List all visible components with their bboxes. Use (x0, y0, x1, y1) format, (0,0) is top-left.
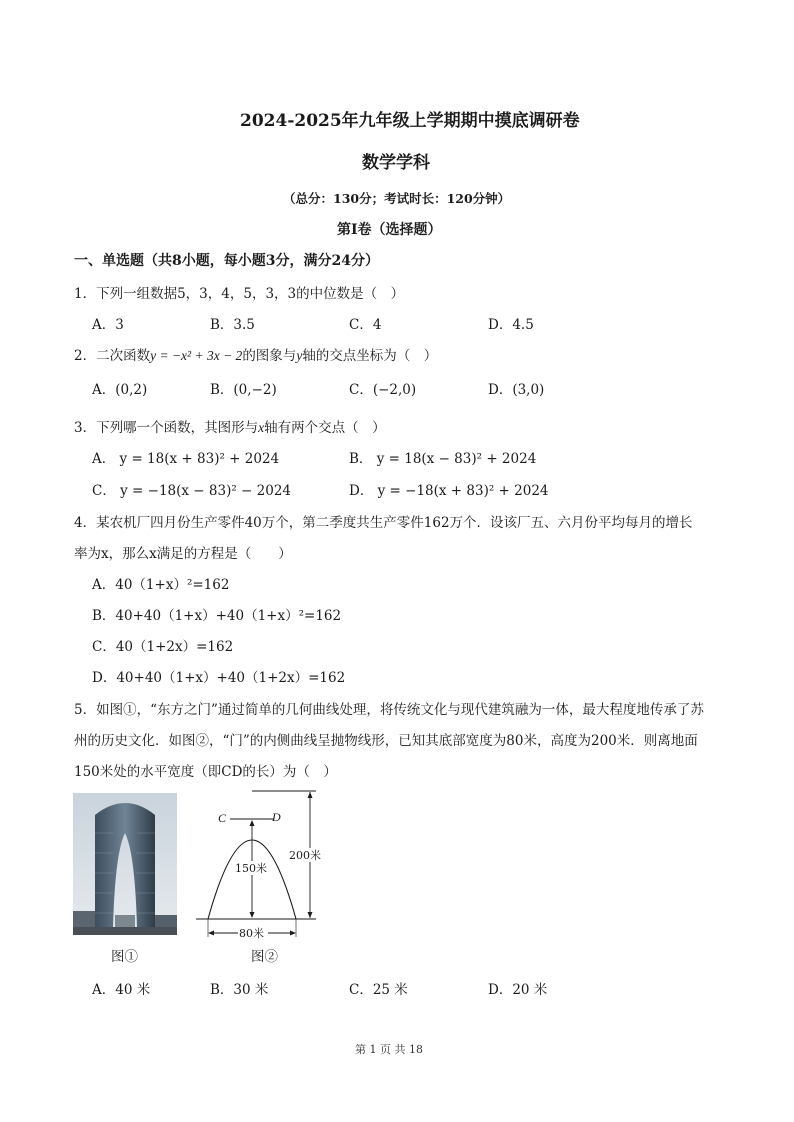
parabola-diagram (190, 787, 330, 939)
section-heading: 一、单选题（共8小题，每小题3分，满分24分） (74, 253, 379, 269)
q2-stem-a: 2．二次函数 (74, 348, 151, 364)
exam-info: （总分：130分；考试时长：120分钟） (283, 191, 511, 206)
q1-option-a: A．3 (92, 317, 124, 333)
q4-option-d: D．40+40（1+x）+40（1+2x）=162 (92, 670, 346, 686)
label-d: D (272, 810, 281, 824)
label-150m: 150米 (235, 862, 267, 875)
figure-2-caption: 图② (251, 949, 278, 965)
question-2-stem (74, 344, 437, 364)
q2-stem-b: 的图象与 (242, 348, 297, 364)
q2-var: y (296, 348, 303, 363)
label-c: C (218, 811, 227, 825)
q1-option-b: B．3.5 (210, 317, 255, 333)
q1-option-d: D．4.5 (488, 317, 534, 333)
q3-option-c: C． y = −18(x − 83)² − 2024 (92, 483, 292, 499)
part-title: 第Ⅰ卷（选择题） (337, 222, 442, 238)
q2-stem-c: 轴的交点坐标为（ ） (302, 348, 438, 364)
question-4-stem-line1: 4．某农机厂四月份生产零件40万个，第二季度共生产零件162万个．设该厂五、六月份平均每月的增长 (74, 515, 693, 531)
label-200m: 200米 (289, 849, 321, 862)
figure-1-caption: 图① (111, 949, 138, 965)
q4-option-a: A．40（1+x）²=162 (92, 577, 230, 593)
q2-option-c: C．(−2,0) (349, 382, 417, 398)
label-80m: 80米 (239, 927, 264, 939)
q1-option-c: C．4 (349, 317, 382, 333)
q3-option-d: D． y = −18(x + 83)² + 2024 (349, 483, 549, 499)
q3-option-b: B． y = 18(x − 83)² + 2024 (349, 451, 537, 467)
q3-stem-a: 3．下列哪一个函数，其图形与 (74, 420, 259, 436)
q3-option-a: A． y = 18(x + 83)² + 2024 (92, 451, 280, 467)
question-4-stem-line2: 率为x，那么x满足的方程是（ ） (74, 546, 292, 562)
subject-title: 数学学科 (362, 153, 430, 173)
page-footer: 第 1 页 共 18 (355, 1043, 423, 1056)
question-3-stem (74, 416, 386, 436)
q5-option-a: A．40 米 (92, 982, 151, 998)
q5-option-d: D．20 米 (488, 982, 548, 998)
question-5-stem-line2: 州的历史文化．如图②，“门”的内侧曲线呈抛物线形，已知其底部宽度为80米，高度为200米．则离地面 (74, 733, 698, 749)
q3-var: x (258, 420, 265, 435)
q5-option-b: B．30 米 (210, 982, 269, 998)
q5-option-c: C．25 米 (349, 982, 408, 998)
q4-option-c: C．40（1+2x）=162 (92, 639, 234, 655)
question-1-stem: 1．下列一组数据5，3，4，5，3，3的中位数是（ ） (74, 286, 405, 302)
q4-option-b: B．40+40（1+x）+40（1+x）²=162 (92, 608, 342, 624)
q2-option-b: B．(0,−2) (210, 382, 277, 398)
q2-option-d: D．(3,0) (488, 382, 545, 398)
question-5-stem-line3: 150米处的水平宽度（即CD的长）为（ ） (74, 764, 337, 780)
q2-formula: y = −x² + 3x − 2 (150, 348, 243, 363)
q2-option-a: A．(0,2) (92, 382, 148, 398)
gate-of-orient-photo (73, 793, 177, 935)
exam-title: 2024-2025年九年级上学期期中摸底调研卷 (240, 111, 580, 131)
question-5-stem-line1: 5．如图①，“东方之门”通过简单的几何曲线处理，将传统文化与现代建筑融为一体，最大程度地传承了苏 (74, 702, 704, 718)
q3-stem-b: 轴有两个交点（ ） (264, 420, 386, 436)
